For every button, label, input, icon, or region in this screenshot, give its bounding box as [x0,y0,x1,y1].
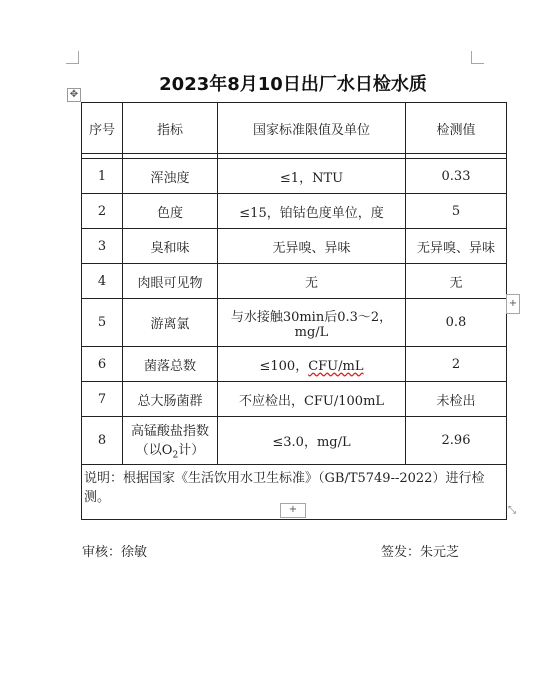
cell-no: 8 [82,417,123,465]
cell-standard-line1: 与水接触30min后0.3～2， [230,309,393,325]
table-move-handle-icon[interactable]: ✥ [67,88,81,102]
cell-no: 5 [82,299,123,347]
document-title: 2023年8月10日出厂水日检水质 [159,74,427,95]
table-row [82,159,507,194]
cell-indicator: 肉眼可见物 [123,264,218,299]
cell-value: 无 [406,264,507,299]
cell-value: 2.96 [406,417,507,465]
add-column-button[interactable]: + [506,294,520,314]
table-row [82,194,507,229]
cell-value: 0.8 [406,299,507,347]
cell-no: 4 [82,264,123,299]
cell-standard-limit: ≤100， [259,358,309,374]
cell-standard-line2: mg/L [294,324,329,340]
table-row [82,264,507,299]
page-margin-corner-top-right [471,51,484,64]
cell-value: 未检出 [406,382,507,417]
cell-indicator: 色度 [123,194,218,229]
reviewer-signature: 审核：徐敏 [82,545,148,560]
table-note: 说明：根据国家《生活饮用水卫生标准》（GB/T5749--2022）进行检测。 [82,465,507,520]
cell-indicator: 游离氯 [123,299,218,347]
issuer-signature: 签发：朱元芝 [381,545,460,560]
cell-indicator: 臭和味 [123,229,218,264]
cell-standard: 无 [218,264,406,299]
cell-indicator: 浑浊度 [123,159,218,194]
cell-indicator: 菌落总数 [123,347,218,382]
cell-standard [218,299,406,347]
cell-standard: ≤1，NTU [218,159,406,194]
cell-indicator: 总大肠菌群 [123,382,218,417]
page-margin-corner-top-left [66,51,79,64]
cell-value: 0.33 [406,159,507,194]
table-row [82,347,507,382]
water-quality-table [81,102,507,520]
cell-value: 无异嗅、异味 [406,229,507,264]
cell-indicator-line1: 高锰酸盐指数 [130,424,209,440]
table-row [82,299,507,347]
cell-standard-unit: CFU/mL [308,358,364,374]
cell-value: 2 [406,347,507,382]
table-row [82,417,507,465]
header-standard: 国家标准限值及单位 [218,103,406,154]
cell-no: 6 [82,347,123,382]
add-row-button[interactable]: + [280,503,306,518]
cell-no: 3 [82,229,123,264]
cell-no: 7 [82,382,123,417]
table-row [82,229,507,264]
cell-standard: 不应检出，CFU/100mL [218,382,406,417]
header-indicator: 指标 [123,103,218,154]
header-no: 序号 [82,103,123,154]
cell-no: 1 [82,159,123,194]
table-header-row [82,103,507,154]
cell-indicator [123,417,218,465]
header-value: 检测值 [406,103,507,154]
cell-standard [218,347,406,382]
cell-standard: 无异嗅、异味 [218,229,406,264]
cell-value: 5 [406,194,507,229]
table-resize-handle-icon[interactable]: ⤡ [508,505,516,516]
cell-indicator-line2: （以$O_2$计） [135,443,205,461]
table-row [82,382,507,417]
cell-standard: ≤15，铂钴色度单位，度 [218,194,406,229]
cell-no: 2 [82,194,123,229]
cell-standard: ≤3.0，mg/L [218,417,406,465]
